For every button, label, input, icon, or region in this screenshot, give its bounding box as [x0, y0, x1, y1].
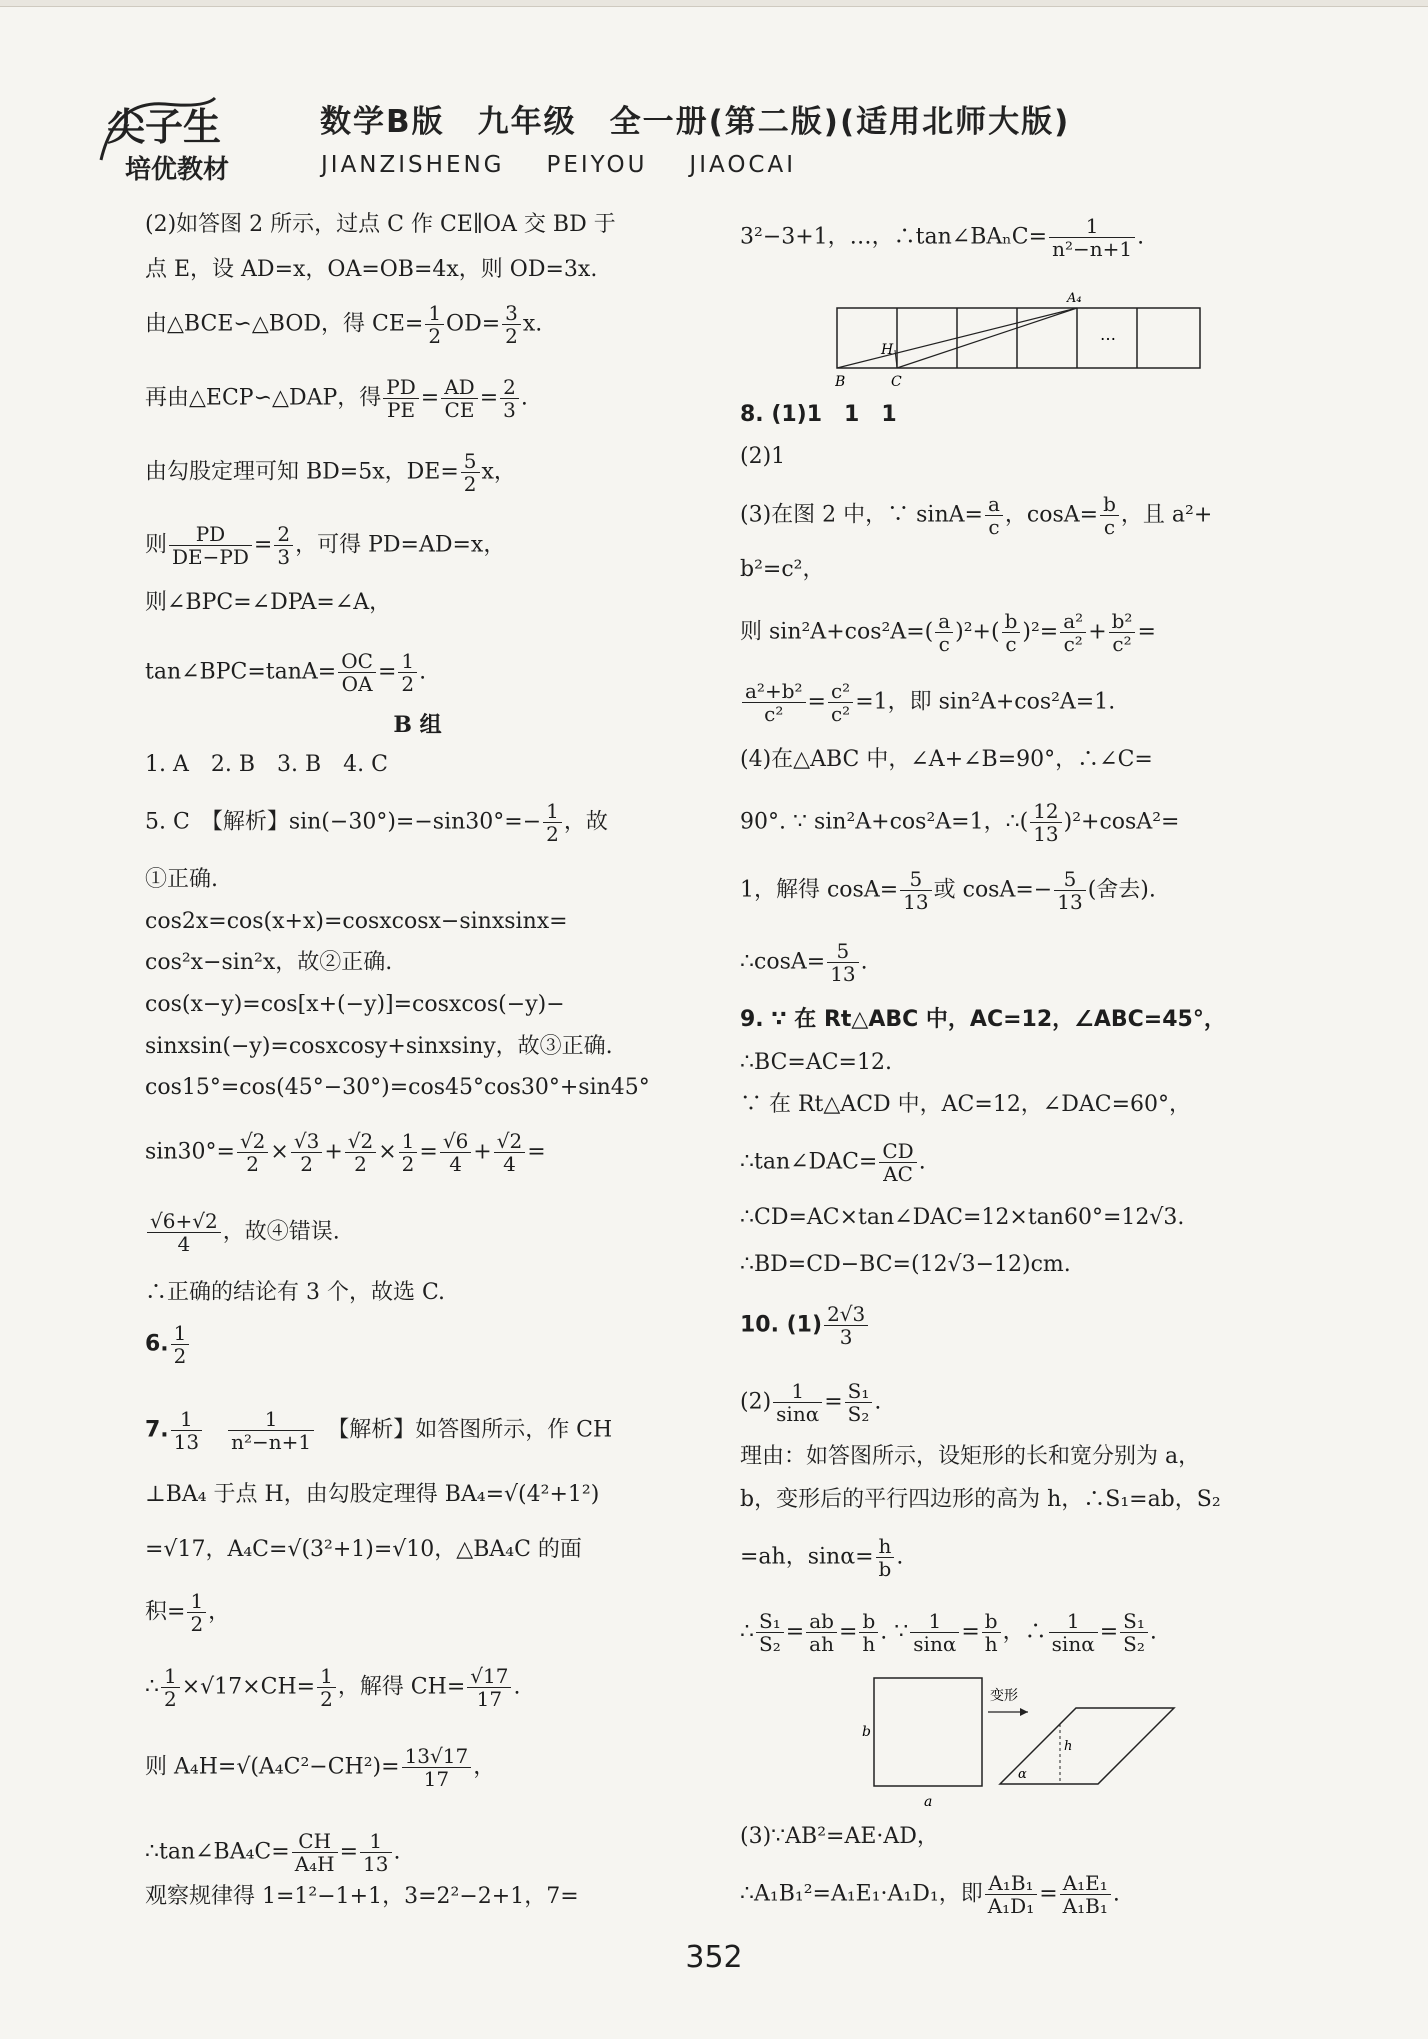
text-line: 6. $\frac{1}{2}$: [145, 1322, 191, 1367]
svg-text:C: C: [891, 374, 902, 390]
text-line: cos15°=cos(45°−30°)=cos45°cos30°+sin45°: [145, 1075, 650, 1100]
text-line: (3)在图 2 中，∵ sinA= $\frac{a}{c}$ ，cosA= $\frac{b}{c}$ ，且 a²+: [740, 492, 1213, 539]
text-line: ∴正确的结论有 3 个，故选 C.: [145, 1280, 446, 1305]
text-line: cos2x=cos(x+x)=cosxcosx−sinxsinx=: [145, 909, 568, 934]
text-line: sin30°= $\frac{√2}{2}$ × $\frac{√3}{2}$ + $\frac{√2}{2}$ × $\frac{1}{2}$ = $\frac{√6}{4}$ + $\frac{√2}{4}$ =: [145, 1129, 546, 1176]
text-line: ∵ 在 Rt△ACD 中，AC=12，∠DAC=60°，: [740, 1092, 1192, 1117]
svg-text:A₄: A₄: [1067, 291, 1082, 306]
text-line: ∴tan∠BA₄C= $\frac{CH}{\text{A₄H}}$ = $\frac{1}{13}$ .: [145, 1829, 401, 1876]
text-line: cos²x−sin²x，故②正确.: [145, 950, 393, 975]
text-line: 点 E，设 AD=x，OA=OB=4x，则 OD=3x.: [145, 257, 598, 282]
text-line: 9. ∵ 在 Rt△ABC 中，AC=12，∠ABC=45°，: [740, 1007, 1226, 1032]
text-line: (2)如答图 2 所示，过点 C 作 CE∥OA 交 BD 于: [145, 212, 616, 237]
text-line: sinxsin(−y)=cosxcosy+sinxsiny，故③正确.: [145, 1034, 613, 1059]
svg-text:…: …: [1100, 325, 1116, 344]
text-line: tan∠BPC=tanA= $\frac{OC}{OA}$ = $\frac{1}{2}$ .: [145, 649, 427, 696]
svg-text:培优教材: 培优教材: [125, 155, 230, 185]
svg-text:α: α: [1018, 1767, 1027, 1782]
rectangle-transform-figure: [860, 1672, 1180, 1812]
book-title: 数学B版 九年级 全一册(第二版)(适用北师大版): [320, 104, 1071, 140]
rectangles-figure: [835, 290, 1215, 390]
text-line: ∴BD=CD−BC=(12√3−12)cm.: [740, 1252, 1071, 1277]
text-line: =ah，sinα= $\frac{h}{b}$ .: [740, 1534, 904, 1581]
logo: [95, 90, 300, 185]
text-line: $\frac{\text{a²+b²}}{\text{c²}}$ = $\frac{\text{c²}}{\text{c²}}$ =1，即 sin²A+cos²A=1.: [740, 680, 1115, 725]
text-line: 8. (1)1 1 1: [740, 402, 897, 427]
text-line: ∴CD=AC×tan∠DAC=12×tan60°=12√3.: [740, 1205, 1185, 1230]
text-line: ∴tan∠DAC= $\frac{CD}{AC}$ .: [740, 1139, 926, 1186]
text-line: (2) $\frac{1}{\sin\alpha}$ = $\frac{\text{S₁}}{\text{S₂}}$ .: [740, 1379, 882, 1426]
text-line: ∴A₁B₁²=A₁E₁·A₁D₁，即 $\frac{\text{A₁B₁}}{\text{A₁D₁}}$ = $\frac{\text{A₁E₁}}{\text{A₁B₁}}$ .: [740, 1871, 1120, 1918]
text-line: (3)∵AB²=AE·AD，: [740, 1824, 939, 1849]
text-line: 积= $\frac{1}{2}$ ，: [145, 1589, 231, 1636]
svg-text:b: b: [862, 1724, 871, 1740]
text-line: 1，解得 cosA= $\frac{5}{13}$ 或 cosA=− $\frac{5}{13}$ (舍去).: [740, 867, 1156, 914]
top-border: [0, 0, 1428, 7]
text-line: 则 $\frac{PD}{DE-PD}$ = $\frac{2}{3}$ ，可得 PD=AD=x，: [145, 522, 506, 569]
text-line: 则 A₄H=√(A₄C²−CH²)= $\frac{13√17}{17}$ ，: [145, 1744, 496, 1791]
text-line: ∴ $\frac{1}{2}$ ×√17×CH= $\frac{1}{2}$ ，解得 CH= $\frac{√17}{17}$ .: [145, 1664, 521, 1711]
text-line: 5. C 【解析】sin(−30°)=−sin30°=− $\frac{1}{2}$ ，故: [145, 799, 608, 846]
text-line: b²=c²，: [740, 557, 825, 582]
text-line: 90°. ∵ sin²A+cos²A=1，∴( $\frac{12}{13}$ )²+cosA²=: [740, 799, 1180, 846]
book-pinyin: JIANZISHENG PEIYOU JIAOCAI: [321, 152, 796, 178]
text-line: b，变形后的平行四边形的高为 h，∴S₁=ab，S₂: [740, 1487, 1221, 1512]
page-header: [95, 90, 1345, 185]
svg-text:h: h: [1064, 1739, 1073, 1754]
svg-text:a: a: [924, 1794, 933, 1810]
svg-text:H: H: [881, 342, 894, 358]
text-line: 1. A 2. B 3. B 4. C: [145, 752, 388, 777]
text-line: 再由△ECP∽△DAP，得 $\frac{PD}{PE}$ = $\frac{AD}{CE}$ = $\frac{2}{3}$ .: [145, 375, 528, 422]
svg-text:B: B: [835, 374, 846, 390]
text-line: ⊥BA₄ 于点 H，由勾股定理得 BA₄=√(4²+1²): [145, 1482, 600, 1507]
text-line: ∴cosA= $\frac{5}{13}$ .: [740, 939, 868, 986]
text-line: (2)1: [740, 444, 786, 469]
text-line: 则 sin²A+cos²A=( $\frac{a}{c}$ )²+( $\frac{b}{c}$ )²= $\frac{\text{a²}}{\text{c²}}$ + $\frac{\text{b²}}{\text{c²}}$ =: [740, 609, 1156, 656]
text-line: 7. $\frac{1}{13}$ $\frac{1}{\text{n²−n+1}}$ 【解析】如答图所示，作 CH: [145, 1407, 613, 1454]
text-line: 观察规律得 1=1²−1+1，3=2²−2+1，7=: [145, 1884, 579, 1909]
page-number: 352: [685, 1940, 743, 1975]
text-line: $\frac{√6+√2}{4}$ ，故④错误.: [145, 1210, 340, 1255]
text-line: ∴BC=AC=12.: [740, 1050, 892, 1075]
text-line: =√17，A₄C=√(3²+1)=√10，△BA₄C 的面: [145, 1537, 582, 1562]
text-line: ①正确.: [145, 867, 218, 892]
text-line: 3²−3+1，…，∴tan∠BAₙC= $\frac{1}{\text{n²−n+1}}$ .: [740, 214, 1145, 261]
text-line: 理由：如答图所示，设矩形的长和宽分别为 a，: [740, 1444, 1201, 1469]
text-line: cos(x−y)=cos[x+(−y)]=cosxcos(−y)−: [145, 992, 565, 1017]
text-line: (4)在△ABC 中，∠A+∠B=90°，∴∠C=: [740, 747, 1153, 772]
svg-text:变形: 变形: [990, 1688, 1018, 1704]
text-line: 10. (1) $\frac{2√3}{3}$: [740, 1303, 870, 1348]
text-line: 由勾股定理可知 BD=5x，DE= $\frac{5}{2}$ x，: [145, 449, 516, 496]
text-line: ∴ $\frac{\text{S₁}}{\text{S₂}}$ = $\frac{ab}{ah}$ = $\frac{b}{h}$ . ∵ $\frac{1}{\sin\alpha}$ = $\frac{b}{h}$ ，∴ $\frac{1}{\sin\alpha}$ = $\frac{\text{S₁}}{\text{S₂}}$ .: [740, 1609, 1157, 1656]
svg-text:尖子生: 尖子生: [107, 105, 222, 149]
text-line: 由△BCE∽△BOD，得 CE= $\frac{1}{2}$ OD= $\frac{3}{2}$ x.: [145, 301, 543, 348]
section-heading: B 组: [393, 712, 442, 738]
text-line: 则∠BPC=∠DPA=∠A，: [145, 590, 392, 615]
